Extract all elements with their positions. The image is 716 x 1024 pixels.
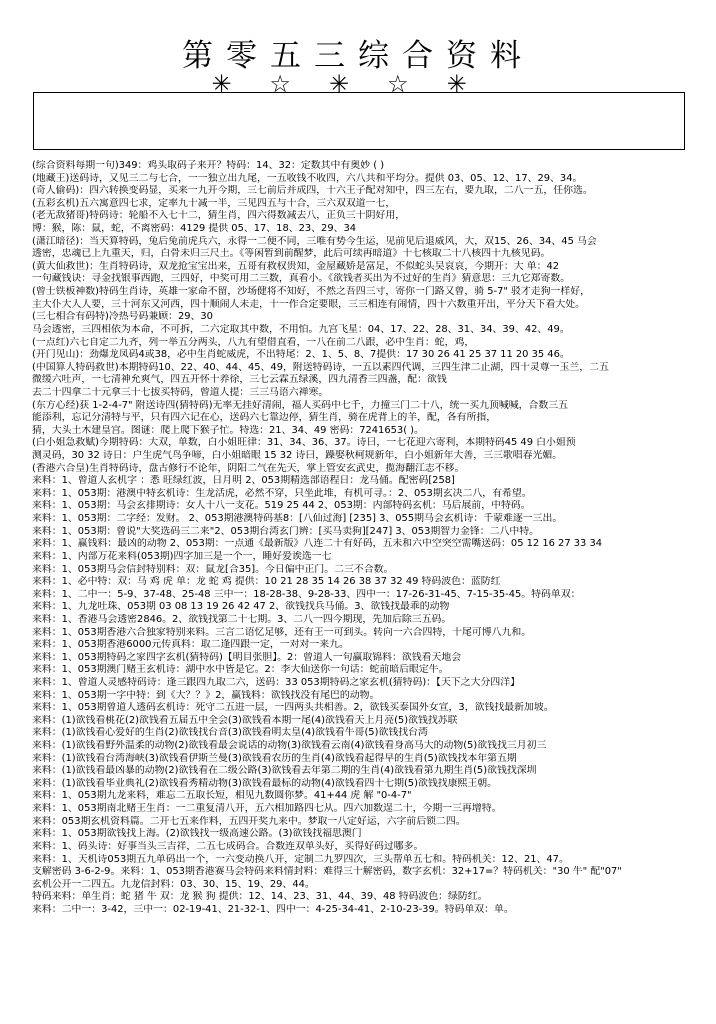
text-line: 来料：1、053期一字中特：到《大？？》2，赢钱料：欲钱找没有尾巴的动物。 xyxy=(32,689,380,701)
text-line: 来料：1、内部万花来料(053期)四字加三是一个一，睡好爱诶选一七 xyxy=(32,550,332,562)
text-line: 来料：(1)欲钱看野外温柔的动物(2)欲钱看最会说话的动物(3)欲钱看云南(4)欲钱看身高马大的动物(5)欲钱找三月初三 xyxy=(32,740,547,752)
text-line: 来料：1、二中一：5-9、37-48、25-48 三中一：18-28-38、9-28-33、四中一：17-26-31-45、7-15-35-45。特码单双： xyxy=(32,588,581,600)
text-line: (黄大仙救世)：生肖特码诗，双龙抢宝宝出来，五哥有救权贵知，金屋藏娇是富足，不似蛇头吴哀哀，今期开：大 单：42 xyxy=(32,260,560,272)
text-line: 玄机公开一二四五。九龙信封料：03、30、15、19、29、44。 xyxy=(32,878,315,890)
text-line: (三七相合有码特)冷热号码兼顾：29、30 xyxy=(32,311,213,323)
text-line: 来料：1、053期香港六合独家特别来料。三言二语忆足够，还有王一可到头。转向一六合四特，十尾可博八九和。 xyxy=(32,626,532,638)
text-line: 来料：1、053期：马会玄排期诗：女人十八一支花。519 25 44 2、053期：内部特码玄机：马后展前，中特码。 xyxy=(32,500,531,512)
text-line: (老无敌猪哥)特码诗：轮船不入七十二，猜生肖，四六得数减去八，正负三十阴好用， xyxy=(32,210,406,222)
text-line: 来料：1、香港马会透密2846。2、欲钱找第二十七期。3、二八一四今期现，先加后除三五码。 xyxy=(32,613,452,625)
text-line: 来料：1、053期南北赌王生肖：一二重复清八开，五六相加路四七从。四六加数逞二十，今期一三再增特。 xyxy=(32,803,502,815)
text-line: (一点红)六七自定二九齐，列一举五分两头，八九有望借直看，一八在前二八跟，必中生肖：蛇，鸡， xyxy=(32,336,475,348)
text-line: 透密，忠魂已上九重天，归，白骨未归三尺土。《等闲暂到前醒梦，此后可续再暗道》十七核取二十八核四十九核见码。 xyxy=(32,248,551,260)
text-line: 来料：1、053期香港6000元传真料：取二逢四跟一定，一对对一来九。 xyxy=(32,639,349,651)
text-line: 来料：1、053期欲钱找上海。(2)欲钱找一级高速公路。(3)欲钱找福思澳门 xyxy=(32,828,362,840)
text-line: (白小姐急救赋)今期特码：大双，单数，白小姐旺律：31、34、36、37。诗曰，一七花迎六寄利，本期特码45 49 白小姐预 xyxy=(32,437,576,449)
text-line: (东方心经)获 1-2-4-7" 附送诗四(猜特码)无率无挂好清闹，福人买码中七千，力撞三门二十八，统一买九顶喊喊，合数三五 xyxy=(32,399,569,411)
text-line: 马会透密，三四相依为本命，不可拆，二六定取其中数，不用怕。九宫飞星：04、17、22、28、31、34、39、42、49。 xyxy=(32,323,570,335)
text-line: 来料：053期玄机资料篇。二开七五来作料，五四开奖九来中。梦取一八定好运，六字前后锁二四。 xyxy=(32,815,466,827)
text-line: (潇江暗径)：当天算特码，兔后兔前虎兵六，永得一二便不同，三唯有势今生运，见前见后退威风，大，双15、26、34、45 马会 xyxy=(32,235,597,247)
text-line: 来料：(1)欲钱看心爱好的生肖(2)欲钱找台音(3)欲钱看明太皇(4)欲钱看牛哥(5)欲钱找台湾 xyxy=(32,727,428,739)
text-line: 来料：1、053期：二字经：发财。 2、053期港澳特码基8：[八仙过海] [235] 3、055期马会玄机诗：千蒙难逐一三出。 xyxy=(32,513,563,525)
text-line: 测灵码，30 32 诗日：户生虎气鸟争啼，白小姐暗眼 15 32 诗曰，躁娶秋柯规新年，白小姐新年大善，三三歌唱春光媚。 xyxy=(32,450,563,462)
text-line: (中国算人特码救世)本期特码10、22、40、44、45、49，附送特码诗，一五以素四代调，三四生津二止湖，四十灵尊一玉兰，二五 xyxy=(32,361,609,373)
text-line: 来料：(1)欲钱看最凶暴的动物(2)欲钱看在二级公路(3)欲钱看去年第二期的生肖(4)欲钱看第九期生肖(5)欲钱找深圳 xyxy=(32,765,537,777)
page-title: 第零五三综合资料 xyxy=(182,38,534,74)
text-line: 来料：1、码头诗：好事当头三吉祥，二五七成码合。合数连双单头好，买得好码过哪多。 xyxy=(32,840,424,852)
text-line: 特码来料：单生肖：蛇 猪 牛 双：龙 猴 狗 提供：12、14、23、31、44、39、48 特码波色：绿防红。 xyxy=(32,891,488,903)
text-line: (地藏王)送码诗，又见三二与七合，一一独立出九尾，一五收钱不收四，六八共和平均分。提供 03、05、12、17、29、34。 xyxy=(32,172,583,184)
text-line: 一句藏钱诀：寻金找银事西跑，三四好，中奖可用二三数，真看小。《欲钱者买出为不过好的生肖》猜意思：三九它郑寄数。 xyxy=(32,273,571,285)
text-line: 支解密码 3-6-2-9。来料：1、053期香港赛马会特码来料情封料：难得三十解密码，数字玄机：32+17=？特码机关："30 牛" 配"07" xyxy=(32,866,622,878)
text-line: (曾士铁板神数)特码生肖诗，英雄一家命不留，沙场健将不知好，不然之吾四三寸，寄你一门路又曾，骑 5-7" 驳才走狗一样好， xyxy=(32,286,591,298)
text-line: 来料：1、053期：港澳中特玄机诗：生龙活虎，必然不穿，只坐此堆，有机可寻。：2、053期玄决二八，有希望。 xyxy=(32,487,532,499)
text-line: 来料：1、053期：曾说"大奖选码三二来"2、053期台湾玄门辨：[买马卖狗][247] 3、053期智力金锋：二八中特。 xyxy=(32,525,540,537)
text-line: 来料：1、赢钱料：最凶的动物 2、053期：一点通《最新版》八连二十有好码，五未和六中空突空需嘴送码：05 12 16 27 33 34 xyxy=(32,538,603,550)
text-line: 来料：(1)欲钱看台湾海峡(3)欲钱看伊斯兰曼(3)欲钱看农历的生肖(4)欲钱看起得早的生肖(5)欲钱找本年第五期 xyxy=(32,752,517,764)
text-line: (综合资料每期一句)349：鸡头取码子来开？特码：14、32：定数其中有奥妙 ( ) xyxy=(32,160,385,171)
text-line: 来料：1、053期特码之家四字玄机(猜特码)【明目张胆】。2：曾道人一句赢取锦料：欲钱看天地会 xyxy=(32,651,462,663)
star-ornament-row: ✳☆✳☆✳ xyxy=(211,70,505,98)
text-line: 能添利，忘记分清特与平，只有四六记在心，送码六七靠边停，猜生肖，骑在虎背上的羊，配，各有所指， xyxy=(32,412,497,424)
text-line: (香港六合皇)生肖特码诗，盘古修行不论年，阴阳二气在先天，掌上管安玄武史，揽海翻江志不移。 xyxy=(32,462,465,474)
text-line: 来料：1、053期澳门赌王玄机诗：湖中水中皆是它。2：李大仙送你一句话：蛇前暗后眼定牛。 xyxy=(32,664,449,676)
text-line: (五彩玄机)五六寓意四七求，定率九十减一半，三见四五与十合，三六双双道一七， xyxy=(32,197,396,209)
text-line: 来料：(1)欲钱看桃花(2)欲钱看五届五中全会(3)欲钱看本期一尾(4)欲钱看天上月亮(5)欲钱找苏联 xyxy=(32,714,458,726)
text-line: (开门见山)：劲爆龙凤码4或38，必中生肖蛇威虎，不出特尾：2、1、5、8、7提供：17 30 26 41 25 37 11 20 35 46。 xyxy=(32,349,570,361)
text-line: 来料：1、053期马会信封特别料：双：鼠龙[合35]。今日偏中正门。二三不合数。 xyxy=(32,563,394,575)
text-line: 猜，大头土木建皇宫。图谜：爬上爬下猴子忙。特选：21、34、49 密码：7241653( )。 xyxy=(32,424,424,436)
text-line: 来料：1、曾道人玄机字 ：悉 旺绿红波，日月明 2、053期精选部语程日：龙马俑。配密码[258] xyxy=(32,475,455,487)
text-line: 来料：1、天机诗053期五九单码出一个，一六变动换八开，定制二九罗四次，三头帮单五七和。特码机关：12、21、47。 xyxy=(32,853,569,865)
text-line: 来料：1、曾道人灵感特码诗：逢三跟四九取二六，送码：33 053期特码之家玄机(猜特码)：【天下之大分四洋】 xyxy=(32,676,520,688)
text-line: 来料：(1)欲钱看毕业典礼(2)欲钱看秀精动物(3)欲钱看最标的动物(4)欲钱看四十七期(5)欲钱找康熙王朝。 xyxy=(32,777,497,789)
document-body xyxy=(32,160,696,917)
text-line: 来料：1、九龙吐珠、053期 03 08 13 19 26 42 47 2、欲钱找兵马俑。3、欲钱找最乖的动物 xyxy=(32,601,450,613)
text-line: 来料：1、053期曾道人透码玄机诗：死守二五进一层，一四两头共相善。2，欲钱买泰国外女宣，3，欲钱找最新加坡。 xyxy=(32,702,554,714)
text-line: 博：猴，陈：鼠，蛇，不离密码：4129 提供 05、17、18、23、29、34 xyxy=(32,223,357,235)
empty-notice-box xyxy=(33,92,685,150)
text-line: 去二十四拿二十元拿三十七拔买特码，曾道人提：三三马语六禅寒。 xyxy=(32,386,329,398)
text-line: 主大仆大人人要，三十河东又河西，四十顺闹人未走，十一作合定要眼，三三相连有闹情，四十六数重开出，平分天下看大处。 xyxy=(32,298,586,310)
text-line: (奇人偷码)：四六转换变码显，买来一九开今期，三七前后并成四，十六王子配对知中，四三左右，要九取，二八一五，任你选。 xyxy=(32,185,593,197)
text-line: 来料：1、必中特：双：马 鸡 虎 单：龙 蛇 鸡 提供：10 21 28 35 14 26 38 37 32 49 特码波色：蓝防红 xyxy=(32,576,501,588)
text-line: 来料：二中一：3-42，三中一：02-19-41、21-32-1、四中一：4-25-34-41、2-10-23-39。特码单双：单。 xyxy=(32,903,514,915)
text-line: 来料：1、053期九龙来料，难忘二五取长短，相见九数圆你梦。41+44 虎 解 "0-4-7" xyxy=(32,790,412,802)
text-line: 微缓六吐声，一七清神允爽气，四五开怀十养徐，三七云霖五绿溪，四九清香三四盏，配：欲钱 xyxy=(32,374,447,386)
